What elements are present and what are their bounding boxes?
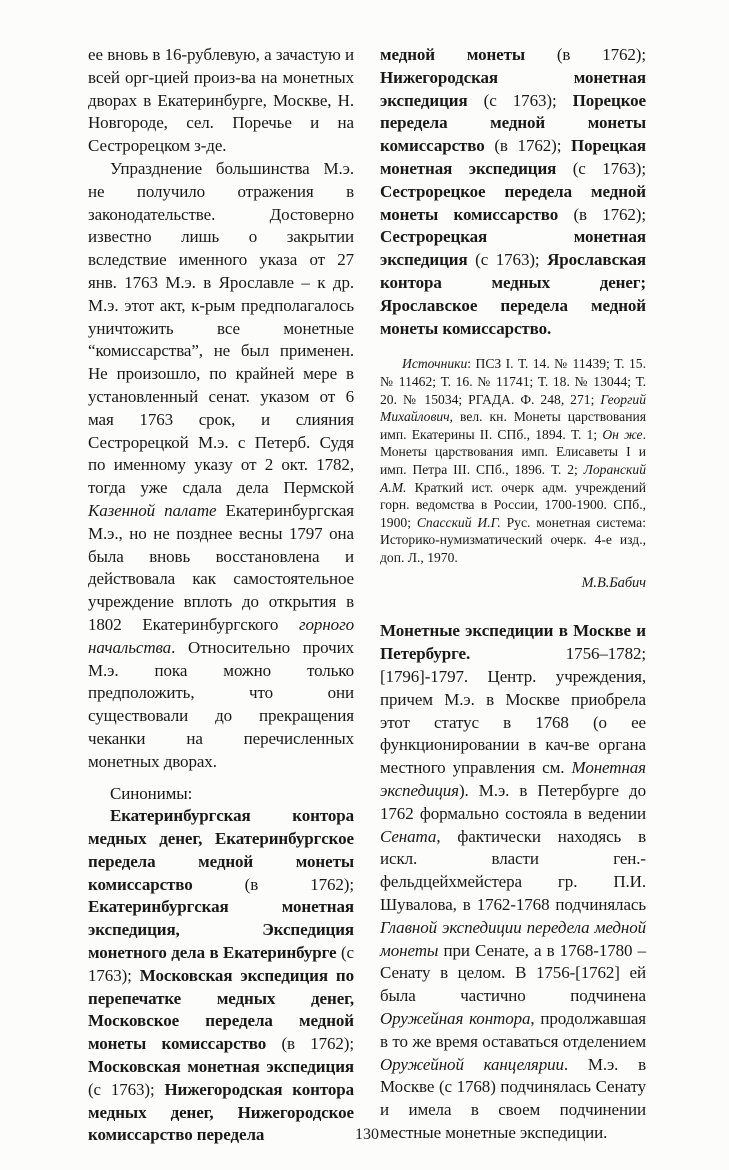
text-run: Екатеринбургская М.э., но не позднее весны 1797 она была вновь восстановлена и действовала как самостоятельное учреждение вплоть до открытия в 1802 Екатеринбургского	[88, 500, 354, 634]
text-run: . Монеты царствования имп. Елисаветы I и имп. Петра III. СПб., 1896. Т. 2;	[380, 426, 646, 477]
page-number: 130	[355, 1126, 379, 1143]
text-run: Казенной палате	[88, 500, 217, 520]
text-run: (в 1762);	[573, 204, 646, 224]
text-run: горного начальства	[88, 614, 354, 657]
text-run: ). М.э. в Петербурге до 1762 формально состояла в ведении	[380, 781, 646, 823]
synonyms-label	[88, 783, 354, 806]
text-run: (в 1762);	[281, 1034, 354, 1054]
text-run: 1756–1782; [1796]-1797. Центр. учреждения, причем М.э. в Москве приобрела этот статус в 1768 (о ее функционировании в кач-ве органа местного управления см.	[380, 644, 646, 778]
text-run: Оружейной канцелярии	[380, 1054, 564, 1074]
author-signature	[380, 574, 646, 592]
text-run: медной монеты	[380, 45, 557, 64]
text-run: : ПСЗ I. Т. 14. № 11439; Т. 15. № 11462; Т. 16. № 11741; Т. 18. № 13044; Т. 20. № 15034; РГАДА. Ф. 248, 271;	[380, 356, 646, 407]
text-run: (в 1762);	[556, 45, 646, 64]
text-run: Екатеринбургская контора медных денег, Екатеринбургское передела медной монеты комиссарство	[88, 806, 354, 894]
text-run: Московская экспедиция по перепечатке медных денег, Московское передела медной монеты комиссарство	[88, 965, 355, 1054]
text-run: Сената	[380, 826, 437, 846]
text-run: Монетные экспедиции в Москве и Петербурге.	[380, 621, 646, 664]
text-run: Сестрорецкая монетная экспедиция	[380, 227, 646, 270]
synonyms-list-part2	[380, 44, 646, 340]
text-run: Упразднение большинства М.э. не получило отражения в законодательстве. Достоверно известно лишь о закрытии вследствие именного указа от 27 янв. 1763 М.э. в Ярославле – к др. М.э. этот акт, к-рым предполагалось уничтожить все монетные “комиссарства”, не был применен. Не произошло, по крайней мере в установленный сенат. указом от 6 мая 1763 срок, и слияния Сестрорецкой М.э. с Петерб. Судя по именному указу от 2 окт. 1782, тогда уже сдала дела Пермской	[88, 158, 354, 498]
text-run: Порецкое передела медной монеты комиссарство	[380, 90, 647, 156]
text-run: Лоранский А.М.	[380, 461, 646, 495]
text-run: , вел. кн. Монеты царствования имп. Екатерины II. СПб., 1894. Т. 1;	[380, 409, 646, 442]
paragraph-continuation	[88, 44, 354, 158]
text-run: при Сенате, а в 1768-1780 – Сенату в целом. В 1756-[1762] ей была частично подчинена	[380, 940, 646, 1006]
text-run: Оружейная контора	[380, 1009, 531, 1029]
text-run: Нижегородская монетная экспедиция	[380, 67, 646, 110]
text-run: (с 1763);	[572, 158, 646, 178]
text-run: (в 1762);	[244, 874, 354, 894]
text-run: Синонимы:	[110, 783, 193, 803]
text-run: Нижегородская контора медных денег, Нижегородское комиссарство передела	[88, 1079, 355, 1145]
text-run: (в 1762);	[494, 136, 572, 156]
text-run: (с 1763);	[88, 943, 354, 985]
text-run: Ярославская контора медных денег; Ярославское передела медной монеты комиссарство.	[380, 250, 647, 338]
text-run: (с 1763);	[475, 250, 548, 270]
text-run: Источники	[402, 356, 468, 372]
text-columns	[88, 44, 646, 1147]
text-run: (с 1763);	[483, 90, 573, 110]
sources	[380, 355, 646, 566]
text-run: Рус. монетная система: Историко-нумизматический очерк. 4-е изд., доп. Л., 1970.	[380, 514, 646, 565]
column-right	[380, 44, 646, 1147]
text-run: Главной экспедиции передела медной монеты	[380, 917, 646, 960]
text-run: , фактически находясь в искл. власти ген.-фельдцейхмейстера гр. П.И. Шувалова, в 1762-1768 подчинялась	[380, 826, 646, 915]
column-left	[88, 44, 354, 1147]
text-run: Он же	[602, 426, 643, 442]
text-run: Сестрорецкое передела медной монеты комиссарство	[380, 181, 646, 224]
text-run: Спасский И.Г.	[416, 514, 501, 530]
text-run: ее вновь в 16-рублевую, а зачастую и всей орг-цией произ-ва на монетных дворах в Екатеринбурге, Москве, Н. Новгороде, сел. Поречье и на Сестрорецком з-де.	[88, 45, 354, 156]
paragraph-abolition	[88, 158, 354, 774]
text-run: Московская монетная экспедиция	[88, 1057, 354, 1077]
text-run: Порецкая монетная экспедиция	[380, 136, 646, 178]
text-run: Краткий ист. очерк адм. учреждений горн. ведомства в России, 1700-1900. СПб., 1900;	[380, 479, 646, 530]
text-run: . Относительно прочих М.э. пока можно только предположить, что они существовали до прекращения чеканки на перечисленных монетных дворах.	[88, 637, 354, 771]
text-run: , продолжавшая в то же время оставаться отделением	[380, 1009, 646, 1051]
entry-moscow-petersburg	[380, 620, 646, 1144]
text-run: . М.э. в Москве (с 1768) подчинялась Сенату и имела в своем подчинении местные монетные экспедиции.	[380, 1054, 646, 1143]
text-run: Георгий Михайлович	[380, 391, 646, 425]
text-run: Екатеринбургская монетная экспедиция, Экспедиция монетного дела в Екатеринбурге	[88, 897, 354, 963]
text-run: (с 1763);	[88, 1079, 165, 1099]
synonyms-list-part1	[88, 805, 354, 1147]
text-run: М.В.Бабич	[581, 575, 646, 592]
text-run: Монетная экспедиция	[380, 758, 646, 801]
